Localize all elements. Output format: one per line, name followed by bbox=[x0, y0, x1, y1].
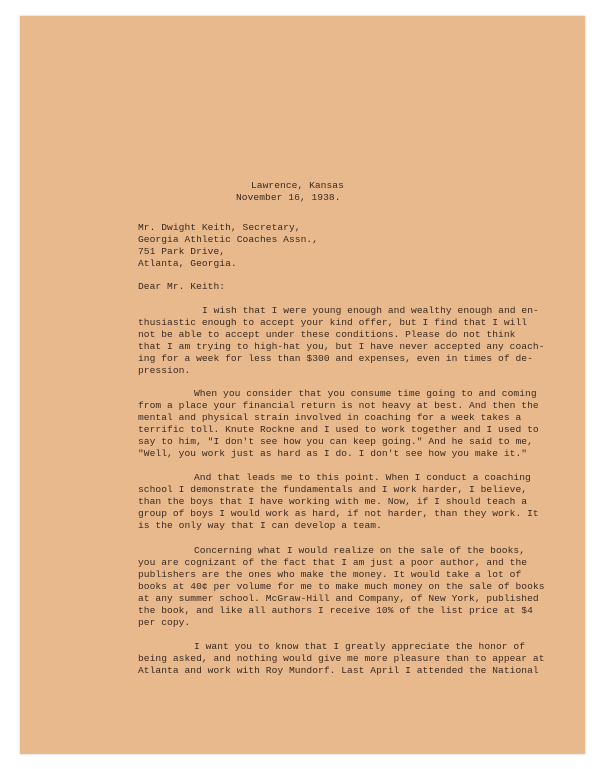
body-line: from a place your financial return is not heavy at best. And then the bbox=[138, 400, 539, 411]
body-line: I want you to know that I greatly appreciate the honor of bbox=[194, 641, 526, 652]
body-line: ing for a week for less than $300 and expenses, even in times of de- bbox=[138, 353, 533, 364]
body-line: is the only way that I can develop a team. bbox=[138, 520, 382, 531]
body-line: than the boys that I have working with me. Now, if I should teach a bbox=[138, 496, 528, 507]
body-line: thusiastic enough to accept your kind offer, but I find that I will bbox=[138, 317, 528, 328]
body-line: that I am trying to high-hat you, but I have never accepted any coach- bbox=[138, 341, 545, 352]
letter-page bbox=[20, 16, 585, 754]
body-line: school I demonstrate the fundamentals and I work harder, I believe, bbox=[138, 484, 528, 495]
letter-date: November 16, 1938. bbox=[236, 192, 341, 203]
recipient-line: Mr. Dwight Keith, Secretary, bbox=[138, 222, 301, 233]
body-line: you are cognizant of the fact that I am just a poor author, and the bbox=[138, 557, 528, 568]
body-line: Concerning what I would realize on the sale of the books, bbox=[194, 545, 526, 556]
body-line: I wish that I were young enough and wealthy enough and en- bbox=[202, 305, 539, 316]
body-line: at any summer school. McGraw-Hill and Company, of New York, published bbox=[138, 593, 539, 604]
body-line: "Well, you work just as hard as I do. I don't see how you make it." bbox=[138, 448, 528, 459]
recipient-line: Atlanta, Georgia. bbox=[138, 258, 237, 269]
body-line: mental and physical strain involved in coaching for a week takes a bbox=[138, 412, 522, 423]
body-line: And that leads me to this point. When I conduct a coaching bbox=[194, 472, 531, 483]
body-line: When you consider that you consume time going to and coming bbox=[194, 388, 537, 399]
body-line: publishers are the ones who make the money. It would take a lot of bbox=[138, 569, 522, 580]
salutation: Dear Mr. Keith: bbox=[138, 281, 226, 292]
body-line: terrific toll. Knute Rockne and I used to work together and I used to bbox=[138, 424, 539, 435]
body-line: per copy. bbox=[138, 617, 191, 628]
body-line: books at 40¢ per volume for me to make much money on the sale of books bbox=[138, 581, 545, 592]
body-line: Atlanta and work with Roy Mundorf. Last April I attended the National bbox=[138, 665, 539, 676]
body-line: being asked, and nothing would give me more pleasure than to appear at bbox=[138, 653, 545, 664]
body-line: not be able to accept under these conditions. Please do not think bbox=[138, 329, 516, 340]
body-line: the book, and like all authors I receive 10% of the list price at $4 bbox=[138, 605, 533, 616]
recipient-line: Georgia Athletic Coaches Assn., bbox=[138, 234, 319, 245]
recipient-line: 751 Park Drive, bbox=[138, 246, 226, 257]
body-line: group of boys I would work as hard, if not harder, than they work. It bbox=[138, 508, 539, 519]
body-line: pression. bbox=[138, 365, 191, 376]
letter-place: Lawrence, Kansas bbox=[251, 180, 344, 191]
body-line: say to him, "I don't see how you can keep going." And he said to me, bbox=[138, 436, 533, 447]
